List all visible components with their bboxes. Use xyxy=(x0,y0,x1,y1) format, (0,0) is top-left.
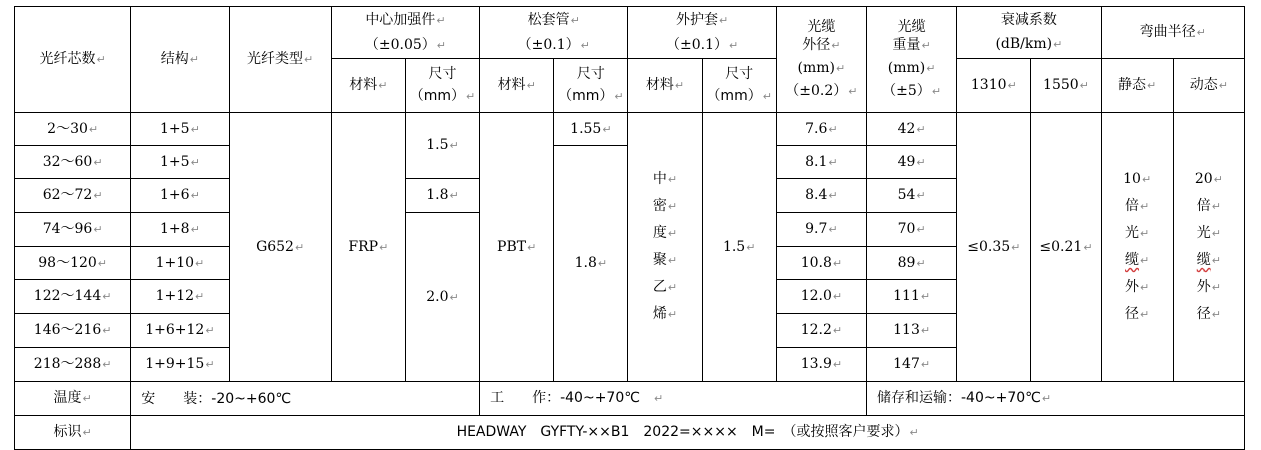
header-attenuation: 衰减系数 (dB/km)↵ xyxy=(957,7,1101,59)
row-7-weight: 147↵ xyxy=(867,348,957,382)
attenuation-1310-cell: ≤0.35↵ xyxy=(957,113,1031,382)
row-0-count: 2～30↵ xyxy=(15,113,131,146)
row-0-weight: 42↵ xyxy=(867,113,957,146)
header-bend-radius: 弯曲半径↵ xyxy=(1101,7,1244,59)
row-1-count: 32～60↵ xyxy=(15,146,131,179)
marking-label: 标识↵ xyxy=(15,416,131,450)
header-fiber-count: 光纤芯数↵ xyxy=(15,7,131,113)
row-4-od: 10.8↵ xyxy=(776,247,866,280)
cable-spec-table xyxy=(14,6,1245,450)
row-1-weight: 49↵ xyxy=(867,146,957,179)
header-strength-member: 中心加强件↵ （±0.05）↵ xyxy=(331,7,479,59)
tube-size-a: 1.55↵ xyxy=(554,113,628,146)
header-tube-material: 材料↵ xyxy=(480,59,554,113)
temperature-storage: 储存和运输：-40~+70℃↵ xyxy=(867,382,1245,416)
temperature-label: 温度↵ xyxy=(15,382,131,416)
temperature-install: 安 装：-20~+60℃ xyxy=(131,382,480,416)
row-2-weight: 54↵ xyxy=(867,179,957,213)
row-3-weight: 70↵ xyxy=(867,213,957,247)
row-6-count: 146～216↵ xyxy=(15,314,131,348)
row-5-od: 12.0↵ xyxy=(776,280,866,314)
attenuation-1550-cell: ≤0.21↵ xyxy=(1031,113,1101,382)
row-3-count: 74～96↵ xyxy=(15,213,131,247)
tube-size-b: 1.8↵ xyxy=(554,146,628,382)
header-strength-size: 尺寸 （mm）↵ xyxy=(405,59,479,113)
header-jacket-size: 尺寸 （mm）↵ xyxy=(702,59,776,113)
row-5-weight: 111↵ xyxy=(867,280,957,314)
header-structure: 结构↵ xyxy=(131,7,229,113)
fiber-type-cell: G652↵ xyxy=(229,113,331,382)
row-6-od: 12.2↵ xyxy=(776,314,866,348)
static-bend-cell: 10↵ 倍↵ 光↵ 缆↵ 外↵ 径↵ xyxy=(1101,113,1173,382)
row-3-od: 9.7↵ xyxy=(776,213,866,247)
row-2-structure: 1+6↵ xyxy=(131,179,229,213)
strength-material-cell: FRP↵ xyxy=(331,113,405,382)
strength-size-a: 1.5↵ xyxy=(405,113,479,179)
row-2-count: 62～72↵ xyxy=(15,179,131,213)
header-wavelength-1310: 1310↵ xyxy=(957,59,1031,113)
row-7-od: 13.9↵ xyxy=(776,348,866,382)
header-tube-size: 尺寸 （mm）↵ xyxy=(554,59,628,113)
header-jacket: 外护套↵ （±0.1）↵ xyxy=(628,7,776,59)
header-cable-weight: 光缆 重量↵ (mm)↵ （±5）↵ xyxy=(867,7,957,113)
row-6-structure: 1+6+12↵ xyxy=(131,314,229,348)
row-6-weight: 113↵ xyxy=(867,314,957,348)
temperature-operate: 工 作：-40~+70℃ ↵ xyxy=(480,382,867,416)
row-4-structure: 1+10↵ xyxy=(131,247,229,280)
header-cable-od: 光缆 外径↵ (mm)↵ （±0.2）↵ xyxy=(776,7,866,113)
row-7-count: 218～288↵ xyxy=(15,348,131,382)
dynamic-bend-cell: 20↵ 倍↵ 光↵ 缆↵ 外↵ 径↵ xyxy=(1173,113,1244,382)
header-static: 静态↵ xyxy=(1101,59,1173,113)
header-dynamic: 动态↵ xyxy=(1173,59,1244,113)
row-5-structure: 1+12↵ xyxy=(131,280,229,314)
row-3-structure: 1+8↵ xyxy=(131,213,229,247)
row-0-structure: 1+5↵ xyxy=(131,113,229,146)
strength-size-c: 2.0↵ xyxy=(405,213,479,382)
row-0-od: 7.6↵ xyxy=(776,113,866,146)
header-fiber-type: 光纤类型↵ xyxy=(229,7,331,113)
jacket-size-cell: 1.5↵ xyxy=(702,113,776,382)
tube-material-cell: PBT↵ xyxy=(480,113,554,382)
marking-text: HEADWAY GYFTY-××B1 2022=×××× M= （或按照客户要求）↵ xyxy=(131,416,1245,450)
strength-size-b: 1.8↵ xyxy=(405,179,479,213)
jacket-material-cell: 中↵ 密↵ 度↵ 聚↵ 乙↵ 烯↵ xyxy=(628,113,702,382)
row-4-weight: 89↵ xyxy=(867,247,957,280)
header-strength-material: 材料↵ xyxy=(331,59,405,113)
row-1-structure: 1+5↵ xyxy=(131,146,229,179)
row-5-count: 122～144↵ xyxy=(15,280,131,314)
row-1-od: 8.1↵ xyxy=(776,146,866,179)
header-wavelength-1550: 1550↵ xyxy=(1031,59,1101,113)
row-7-structure: 1+9+15↵ xyxy=(131,348,229,382)
row-2-od: 8.4↵ xyxy=(776,179,866,213)
row-4-count: 98～120↵ xyxy=(15,247,131,280)
header-loose-tube: 松套管↵ （±0.1）↵ xyxy=(480,7,628,59)
header-jacket-material: 材料↵ xyxy=(628,59,702,113)
